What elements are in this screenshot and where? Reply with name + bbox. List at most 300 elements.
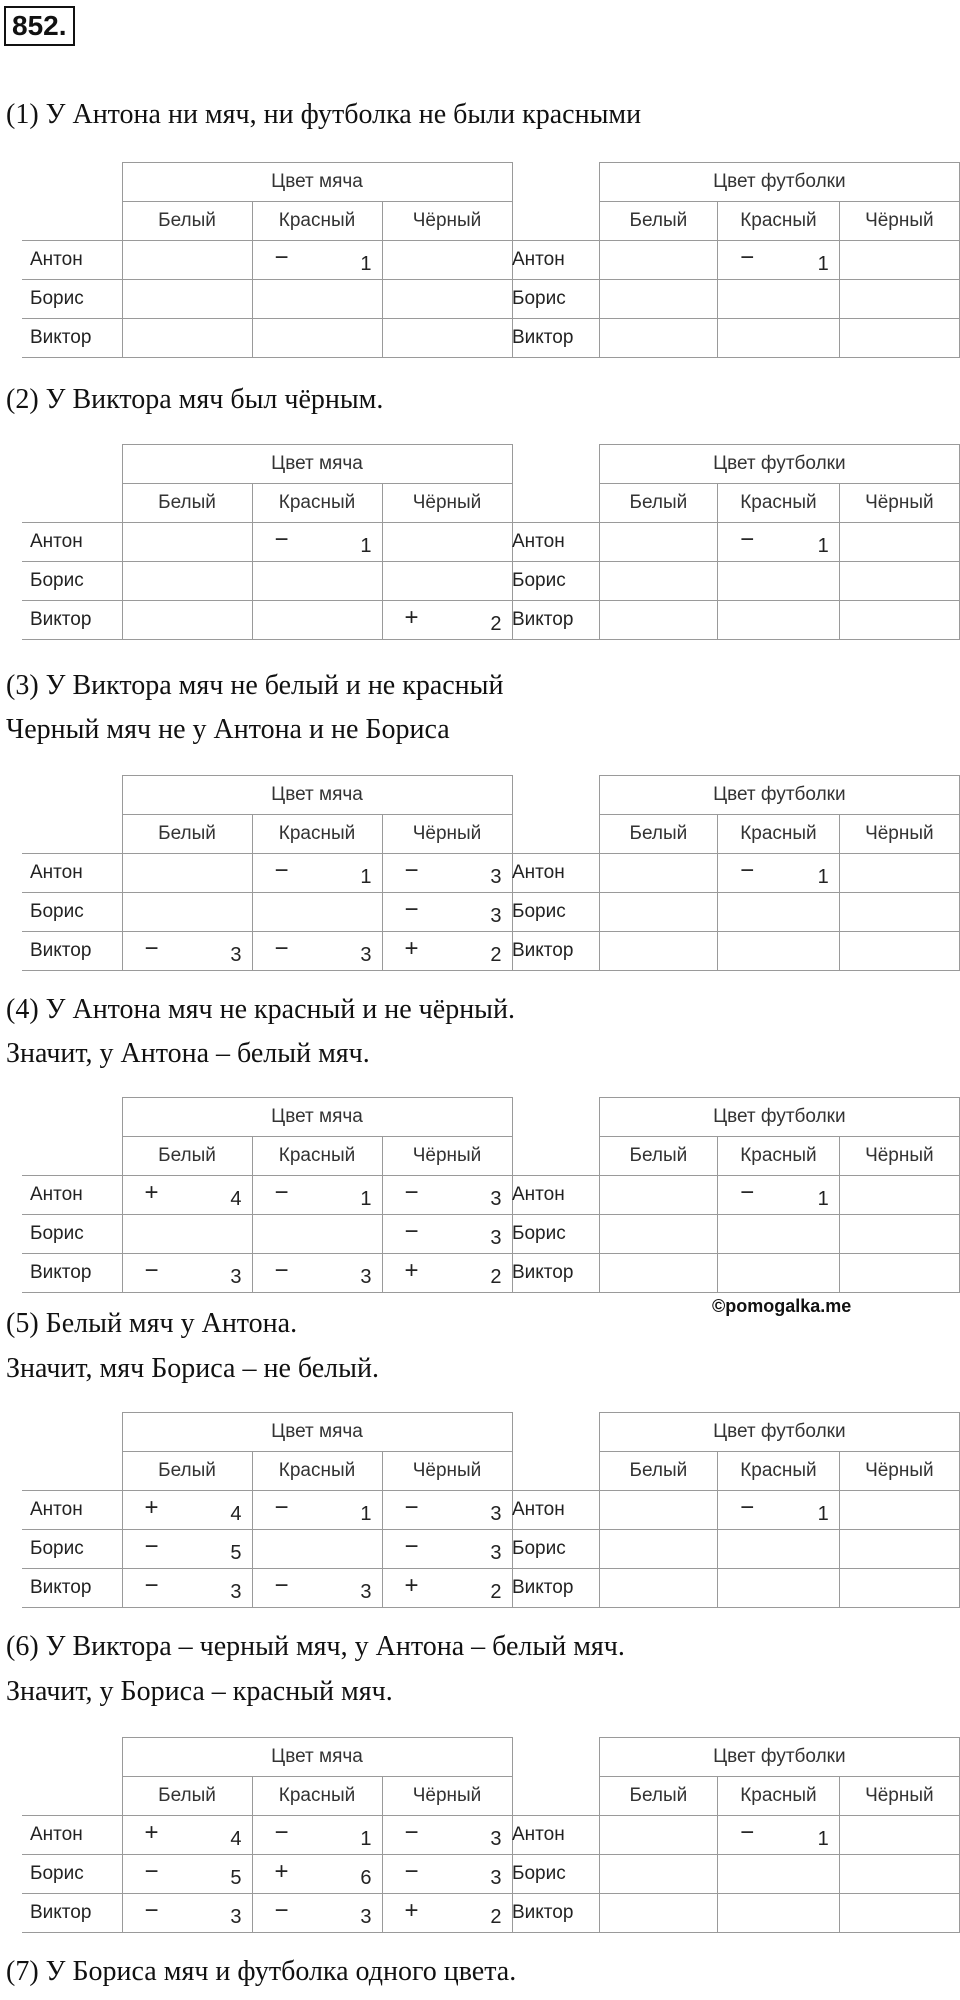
cell-number: 1 [360,1188,372,1210]
grid-cell [599,601,718,640]
color-header: Красный [718,484,840,523]
row-name: Виктор [504,1254,599,1293]
grid-cell [122,1816,252,1855]
table-row [22,1894,512,1933]
grid-cell [122,932,252,971]
cell-number: 2 [490,613,502,635]
ball-table-title: Цвет мяча [122,1413,512,1452]
step-text: Значит, у Антона – белый мяч. [6,1038,370,1069]
grid-cell [718,893,840,932]
cell-number: 4 [230,1828,242,1850]
row-name: Виктор [504,601,599,640]
row-name: Антон [504,1816,599,1855]
row-name: Борис [504,1215,599,1254]
cell-number: 3 [360,1906,372,1928]
color-header: Красный [718,1137,840,1176]
grid-cell [252,280,382,319]
color-header: Белый [599,202,718,241]
shirt-table-title: Цвет футболки [599,445,959,484]
grid-cell [599,932,718,971]
table-row [22,241,512,280]
table-corner [22,1738,122,1816]
grid-cell [599,241,718,280]
color-header: Чёрный [382,484,512,523]
cell-sign: − [274,1897,289,1924]
grid-cell [839,523,959,562]
table-corner [504,776,599,854]
cell-number: 1 [817,1188,829,1210]
color-header: Белый [122,484,252,523]
cell-number: 2 [490,944,502,966]
cell-sign: − [404,1533,419,1560]
grid-cell [839,601,959,640]
grid-cell [839,1491,959,1530]
grid-cell [382,241,512,280]
grid-cell [252,854,382,893]
shirt-color-table [504,444,960,640]
grid-cell [122,1254,252,1293]
grid-cell [122,562,252,601]
ball-table-title: Цвет мяча [122,445,512,484]
row-name: Виктор [22,1569,122,1608]
grid-cell [382,1569,512,1608]
grid-cell [599,1254,718,1293]
table-row [22,1569,512,1608]
grid-cell [599,523,718,562]
grid-cell [122,280,252,319]
ball-table-title: Цвет мяча [122,1098,512,1137]
table-corner [504,1098,599,1176]
row-name: Виктор [22,319,122,358]
grid-cell [599,562,718,601]
ball-color-table [22,162,513,358]
grid-cell [839,1894,959,1933]
table-row [22,523,512,562]
cell-number: 1 [360,253,372,275]
cell-number: 3 [490,1828,502,1850]
table-row [22,280,512,319]
row-name: Виктор [22,1254,122,1293]
cell-number: 3 [490,866,502,888]
grid-cell [718,1215,840,1254]
cell-sign: − [740,1819,755,1846]
cell-number: 3 [230,1266,242,1288]
cell-number: 3 [490,905,502,927]
table-row [504,562,960,601]
grid-cell [599,1491,718,1530]
table-corner [22,776,122,854]
grid-cell [839,241,959,280]
table-corner [504,1413,599,1491]
cell-sign: − [404,1819,419,1846]
cell-number: 2 [490,1266,502,1288]
grid-cell [122,854,252,893]
ball-color-table [22,444,513,640]
row-name: Борис [22,893,122,932]
color-header: Белый [599,484,718,523]
table-row [504,601,960,640]
row-name: Виктор [504,932,599,971]
shirt-color-table [504,775,960,971]
color-header: Белый [122,1777,252,1816]
table-row [504,523,960,562]
cell-number: 3 [490,1867,502,1889]
cell-sign: − [144,1897,159,1924]
table-row [504,854,960,893]
table-corner [504,1738,599,1816]
cell-sign: + [404,1897,419,1924]
grid-cell [252,1215,382,1254]
cell-number: 2 [490,1906,502,1928]
row-name: Борис [504,280,599,319]
cell-number: 4 [230,1188,242,1210]
grid-cell [599,1894,718,1933]
grid-cell [122,893,252,932]
color-header: Белый [599,815,718,854]
step-text: (5) Белый мяч у Антона. [6,1308,298,1339]
cell-number: 3 [230,1581,242,1603]
cell-sign: − [404,1858,419,1885]
cell-sign: − [404,1494,419,1521]
cell-sign: − [144,935,159,962]
color-header: Чёрный [839,202,959,241]
cell-sign: − [404,896,419,923]
grid-cell [382,854,512,893]
table-row [22,1215,512,1254]
color-header: Красный [718,1452,840,1491]
step-text: Черный мяч не у Антона и не Бориса [6,714,450,745]
row-name: Виктор [504,319,599,358]
grid-cell [122,1894,252,1933]
color-header: Чёрный [839,815,959,854]
color-header: Чёрный [382,1137,512,1176]
row-name: Борис [22,280,122,319]
color-header: Чёрный [839,484,959,523]
grid-cell [718,241,840,280]
table-row [504,1254,960,1293]
table-row [504,1894,960,1933]
color-header: Красный [252,815,382,854]
cell-number: 4 [230,1503,242,1525]
grid-cell [122,1491,252,1530]
shirt-table-title: Цвет футболки [599,1413,959,1452]
grid-cell [839,932,959,971]
table-corner [504,163,599,241]
grid-cell [599,1176,718,1215]
grid-cell [122,1569,252,1608]
grid-cell [839,1816,959,1855]
grid-cell [839,1176,959,1215]
grid-cell [122,1215,252,1254]
grid-cell [382,1530,512,1569]
color-header: Белый [599,1137,718,1176]
grid-cell [839,1530,959,1569]
table-row [504,1855,960,1894]
step-text: (2) У Виктора мяч был чёрным. [6,384,384,415]
table-row [22,932,512,971]
cell-sign: + [404,935,419,962]
color-header: Белый [122,202,252,241]
table-corner [504,445,599,523]
color-header: Чёрный [382,202,512,241]
grid-cell [252,241,382,280]
row-name: Виктор [22,601,122,640]
grid-cell [718,601,840,640]
color-header: Красный [252,202,382,241]
row-name: Борис [22,1215,122,1254]
grid-cell [252,1254,382,1293]
grid-cell [839,1855,959,1894]
color-header: Белый [599,1452,718,1491]
grid-cell [382,1491,512,1530]
cell-sign: + [144,1819,159,1846]
row-name: Виктор [22,932,122,971]
table-row [504,1176,960,1215]
table-row [22,1855,512,1894]
cell-number: 3 [230,944,242,966]
cell-sign: − [144,1572,159,1599]
color-header: Чёрный [839,1137,959,1176]
color-header: Красный [252,484,382,523]
table-row [504,1491,960,1530]
row-name: Антон [504,854,599,893]
table-row [504,1530,960,1569]
grid-cell [718,280,840,319]
step-text: (3) У Виктора мяч не белый и не красный [6,670,504,701]
grid-cell [718,523,840,562]
cell-number: 3 [490,1188,502,1210]
grid-cell [122,1176,252,1215]
grid-cell [839,854,959,893]
grid-cell [252,1816,382,1855]
cell-number: 2 [490,1581,502,1603]
ball-table-title: Цвет мяча [122,1738,512,1777]
cell-number: 3 [490,1503,502,1525]
cell-number: 1 [817,866,829,888]
color-header: Красный [718,1777,840,1816]
color-header: Белый [122,1452,252,1491]
grid-cell [252,523,382,562]
cell-number: 3 [230,1906,242,1928]
grid-cell [252,1176,382,1215]
row-name: Антон [22,854,122,893]
table-row [504,319,960,358]
grid-cell [252,319,382,358]
grid-cell [252,932,382,971]
grid-cell [382,523,512,562]
grid-cell [839,280,959,319]
grid-cell [839,893,959,932]
table-corner [22,445,122,523]
table-row [504,1816,960,1855]
cell-sign: − [274,1179,289,1206]
shirt-table-title: Цвет футболки [599,163,959,202]
grid-cell [839,562,959,601]
cell-sign: − [274,857,289,884]
shirt-color-table [504,162,960,358]
row-name: Антон [22,1491,122,1530]
cell-number: 1 [360,1828,372,1850]
cell-number: 1 [817,253,829,275]
row-name: Антон [504,1491,599,1530]
row-name: Борис [504,1530,599,1569]
cell-sign: − [740,1494,755,1521]
cell-sign: − [144,1858,159,1885]
color-header: Чёрный [839,1452,959,1491]
grid-cell [718,1176,840,1215]
cell-number: 3 [490,1227,502,1249]
cell-sign: − [740,857,755,884]
cell-number: 6 [360,1867,372,1889]
shirt-table-title: Цвет футболки [599,1738,959,1777]
table-row [504,1215,960,1254]
grid-cell [718,932,840,971]
grid-cell [122,523,252,562]
grid-cell [252,893,382,932]
grid-cell [839,1215,959,1254]
grid-cell [252,601,382,640]
cell-number: 1 [817,1503,829,1525]
ball-table-title: Цвет мяча [122,163,512,202]
step-text: (1) У Антона ни мяч, ни футболка не были красными [6,99,642,130]
step-text: Значит, у Бориса – красный мяч. [6,1676,393,1707]
grid-cell [599,1855,718,1894]
table-row [22,1491,512,1530]
grid-cell [382,893,512,932]
color-header: Чёрный [382,1777,512,1816]
grid-cell [382,1816,512,1855]
cell-sign: − [404,1218,419,1245]
table-row [22,1254,512,1293]
color-header: Чёрный [382,815,512,854]
ball-color-table [22,1097,513,1293]
table-row [22,319,512,358]
table-corner [22,163,122,241]
step-text: (4) У Антона мяч не красный и не чёрный. [6,994,515,1025]
cell-number: 3 [360,1266,372,1288]
shirt-color-table [504,1737,960,1933]
grid-cell [382,1254,512,1293]
cell-sign: + [404,1257,419,1284]
grid-cell [252,1569,382,1608]
cell-sign: − [404,857,419,884]
row-name: Антон [504,523,599,562]
row-name: Антон [504,241,599,280]
cell-sign: − [144,1257,159,1284]
color-header: Чёрный [839,1777,959,1816]
table-row [504,932,960,971]
ball-color-table [22,1412,513,1608]
table-row [504,241,960,280]
grid-cell [599,280,718,319]
grid-cell [718,562,840,601]
cell-sign: − [274,935,289,962]
grid-cell [122,1530,252,1569]
table-corner [22,1413,122,1491]
shirt-color-table [504,1412,960,1608]
table-row [22,1816,512,1855]
color-header: Белый [122,815,252,854]
shirt-color-table [504,1097,960,1293]
row-name: Борис [22,1855,122,1894]
grid-cell [599,1569,718,1608]
grid-cell [252,1855,382,1894]
color-header: Красный [718,815,840,854]
ball-color-table [22,1737,513,1933]
row-name: Виктор [504,1569,599,1608]
table-corner [22,1098,122,1176]
ball-table-title: Цвет мяча [122,776,512,815]
table-row [22,601,512,640]
watermark: ©pomogalka.me [712,1296,852,1316]
cell-sign: − [274,244,289,271]
cell-number: 5 [230,1867,242,1889]
color-header: Красный [252,1452,382,1491]
cell-number: 1 [360,535,372,557]
cell-sign: + [144,1494,159,1521]
table-row [22,893,512,932]
grid-cell [599,854,718,893]
grid-cell [252,1530,382,1569]
grid-cell [599,893,718,932]
grid-cell [382,280,512,319]
color-header: Белый [599,1777,718,1816]
cell-number: 1 [360,1503,372,1525]
shirt-table-title: Цвет футболки [599,776,959,815]
row-name: Виктор [22,1894,122,1933]
table-row [504,1569,960,1608]
grid-cell [718,1816,840,1855]
row-name: Борис [22,1530,122,1569]
cell-sign: + [274,1858,289,1885]
grid-cell [382,932,512,971]
color-header: Красный [252,1137,382,1176]
cell-sign: − [274,1572,289,1599]
grid-cell [839,1569,959,1608]
grid-cell [718,854,840,893]
cell-number: 1 [360,866,372,888]
cell-number: 5 [230,1542,242,1564]
cell-sign: − [144,1533,159,1560]
table-row [22,1530,512,1569]
grid-cell [382,1855,512,1894]
cell-sign: + [144,1179,159,1206]
color-header: Чёрный [382,1452,512,1491]
cell-sign: − [740,244,755,271]
grid-cell [382,319,512,358]
grid-cell [839,319,959,358]
grid-cell [252,562,382,601]
grid-cell [122,601,252,640]
cell-number: 3 [360,944,372,966]
cell-sign: + [404,604,419,631]
cell-sign: − [404,1179,419,1206]
final-step-text: (7) У Бориса мяч и футболка одного цвета. [6,1956,517,1987]
row-name: Антон [22,1176,122,1215]
table-row [504,893,960,932]
row-name: Антон [22,523,122,562]
row-name: Борис [504,893,599,932]
cell-sign: − [274,526,289,553]
table-row [22,854,512,893]
color-header: Белый [122,1137,252,1176]
table-row [504,280,960,319]
grid-cell [122,241,252,280]
cell-sign: − [740,526,755,553]
grid-cell [839,1254,959,1293]
cell-sign: − [740,1179,755,1206]
cell-number: 3 [360,1581,372,1603]
